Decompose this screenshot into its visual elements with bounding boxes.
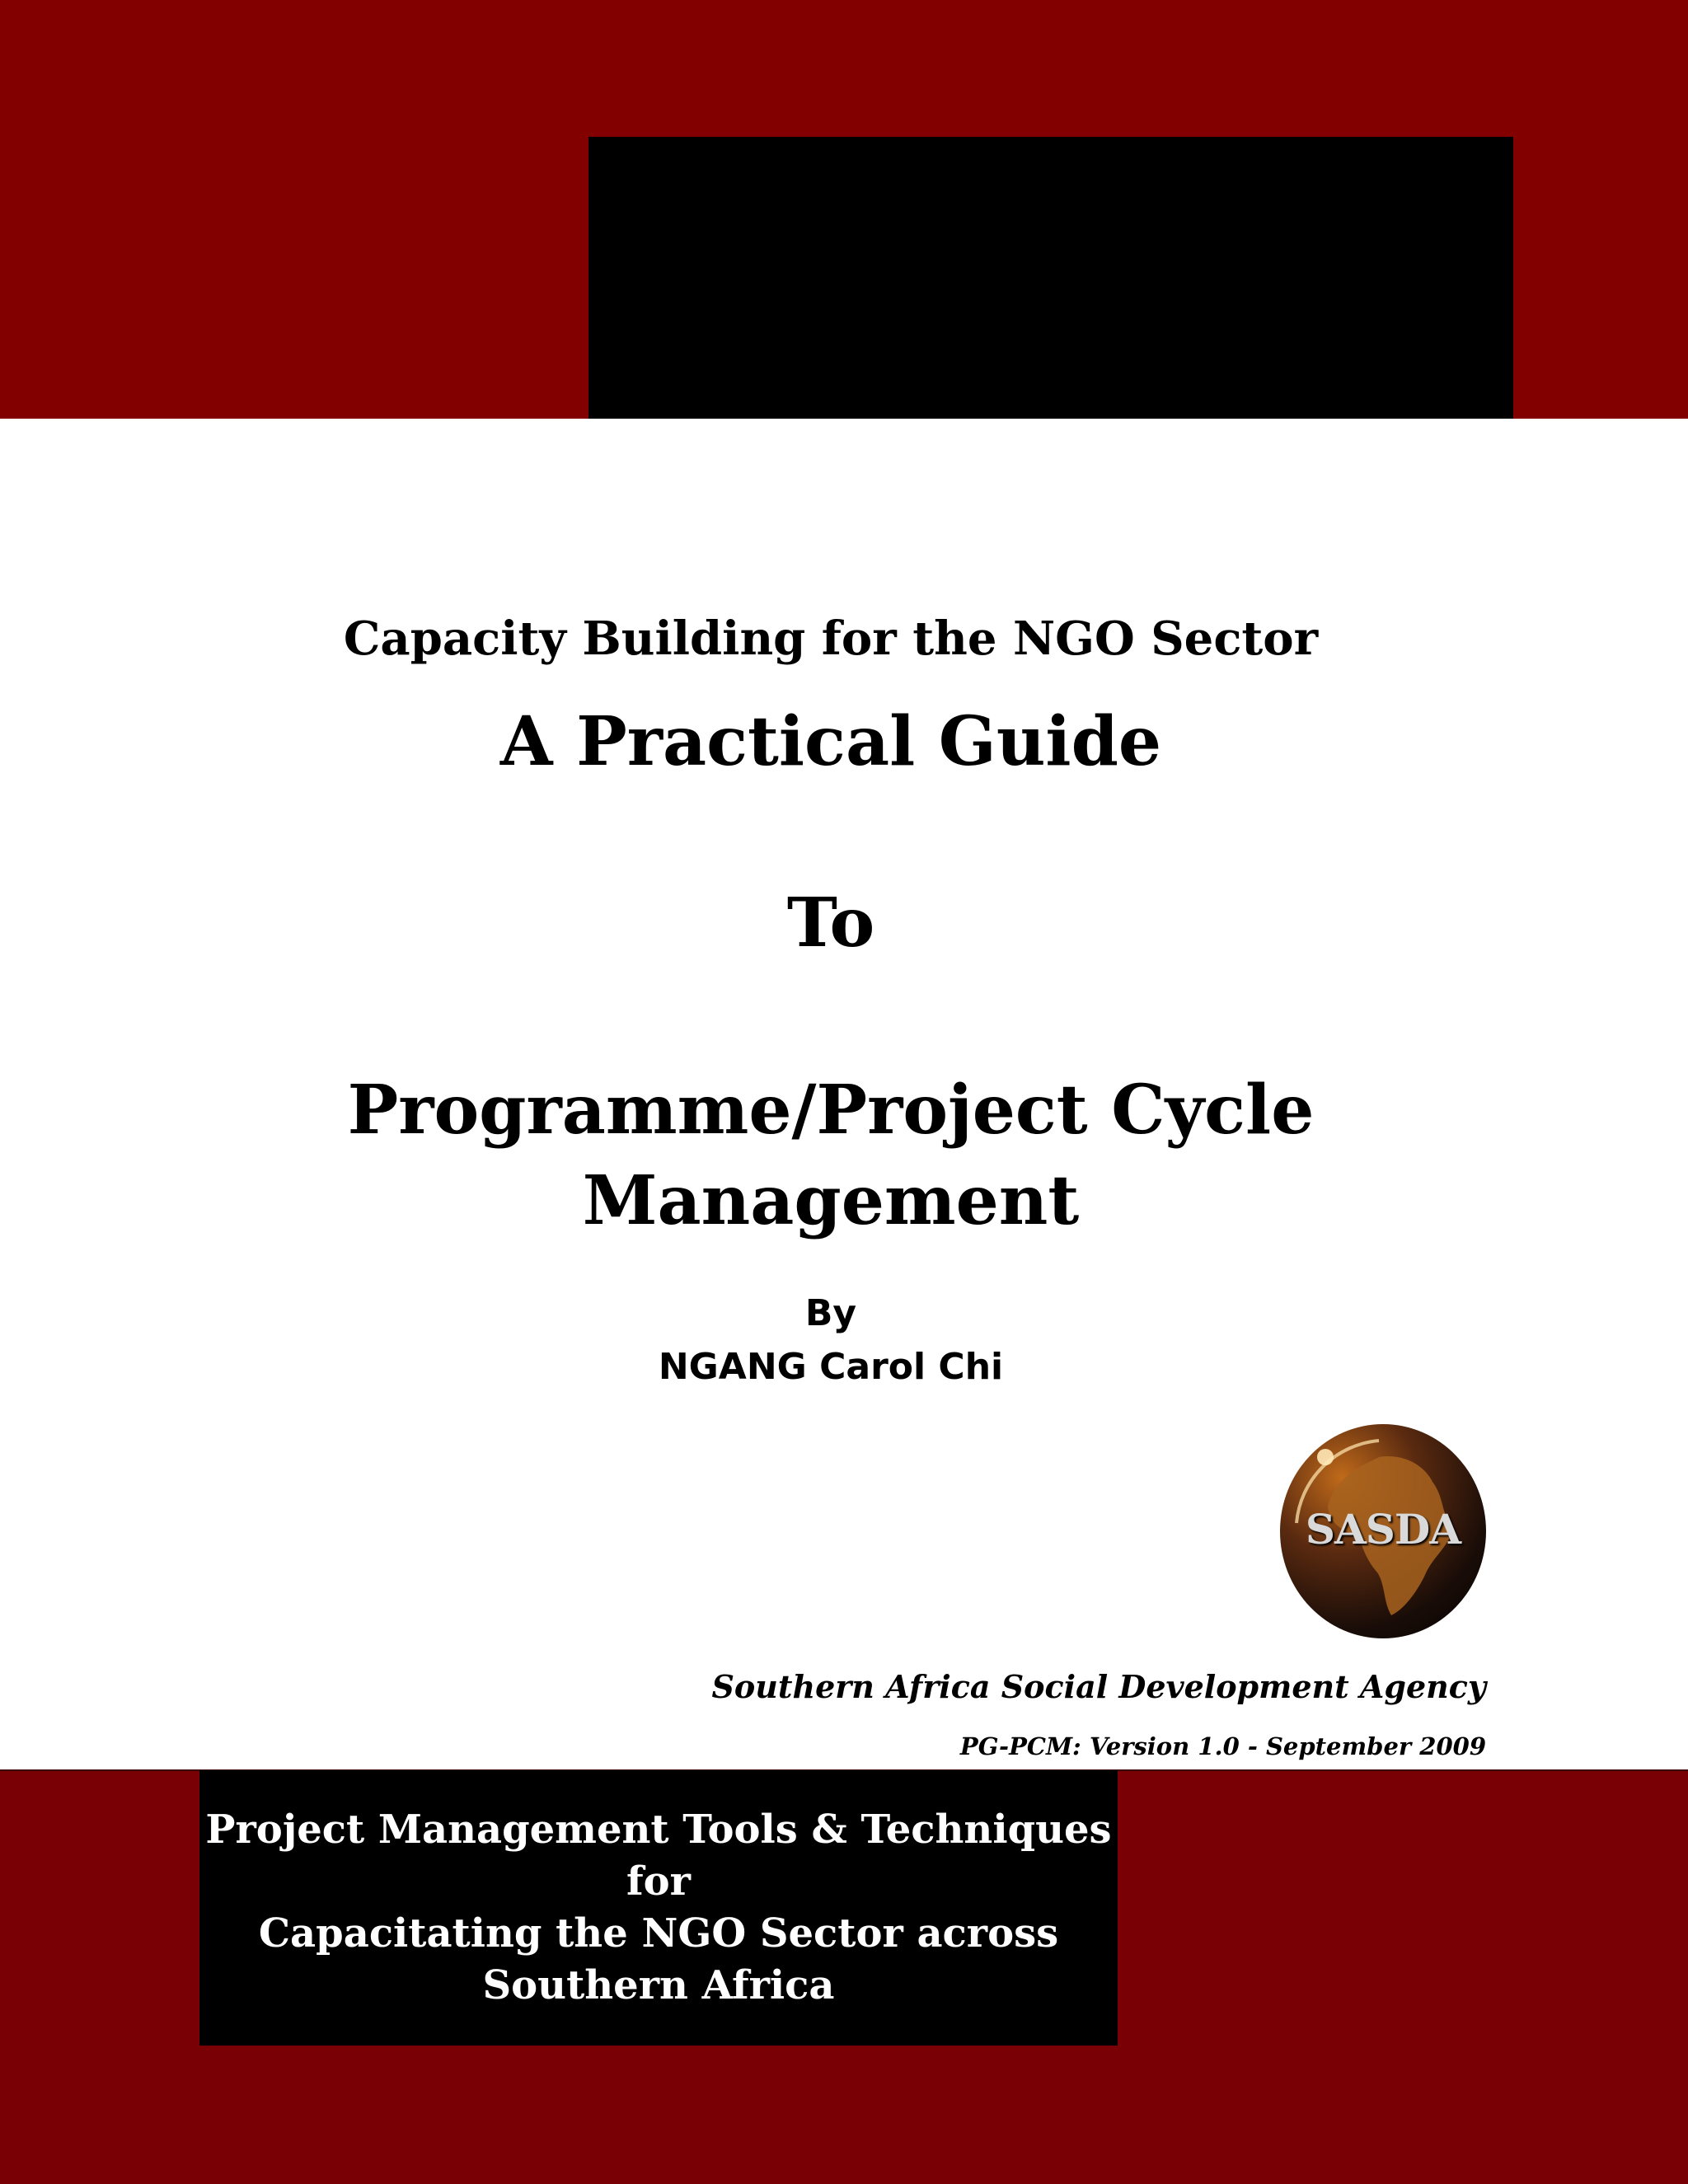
sasda-logo — [1280, 1424, 1486, 1638]
version-label: PG-PCM: Version 1.0 - September 2009 — [959, 1732, 1486, 1760]
author-prefix: By — [804, 1292, 857, 1334]
title-block — [0, 1065, 1662, 1246]
top-black-block — [588, 137, 1513, 419]
footer-line-2: for — [626, 1858, 691, 1905]
agency-name: Southern Africa Social Development Agency — [711, 1668, 1486, 1705]
title-line-2: To — [786, 883, 875, 963]
footer-line-4: Southern Africa — [482, 1962, 835, 2008]
logo-text: SASDA — [1305, 1505, 1461, 1554]
footer-line-1: Project Management Tools & Techniques — [205, 1807, 1112, 1853]
footer-black-block — [199, 1770, 1118, 2046]
author-name: NGANG Carol Chi — [658, 1346, 1004, 1388]
title-line-3: Programme/Project Cycle — [347, 1071, 1315, 1150]
title-line-1: A Practical Guide — [499, 702, 1162, 781]
cover-subtitle: Capacity Building for the NGO Sector — [343, 612, 1319, 666]
footer-line-3: Capacitating the NGO Sector across — [258, 1910, 1059, 1957]
title-line-4: Management — [582, 1161, 1080, 1240]
